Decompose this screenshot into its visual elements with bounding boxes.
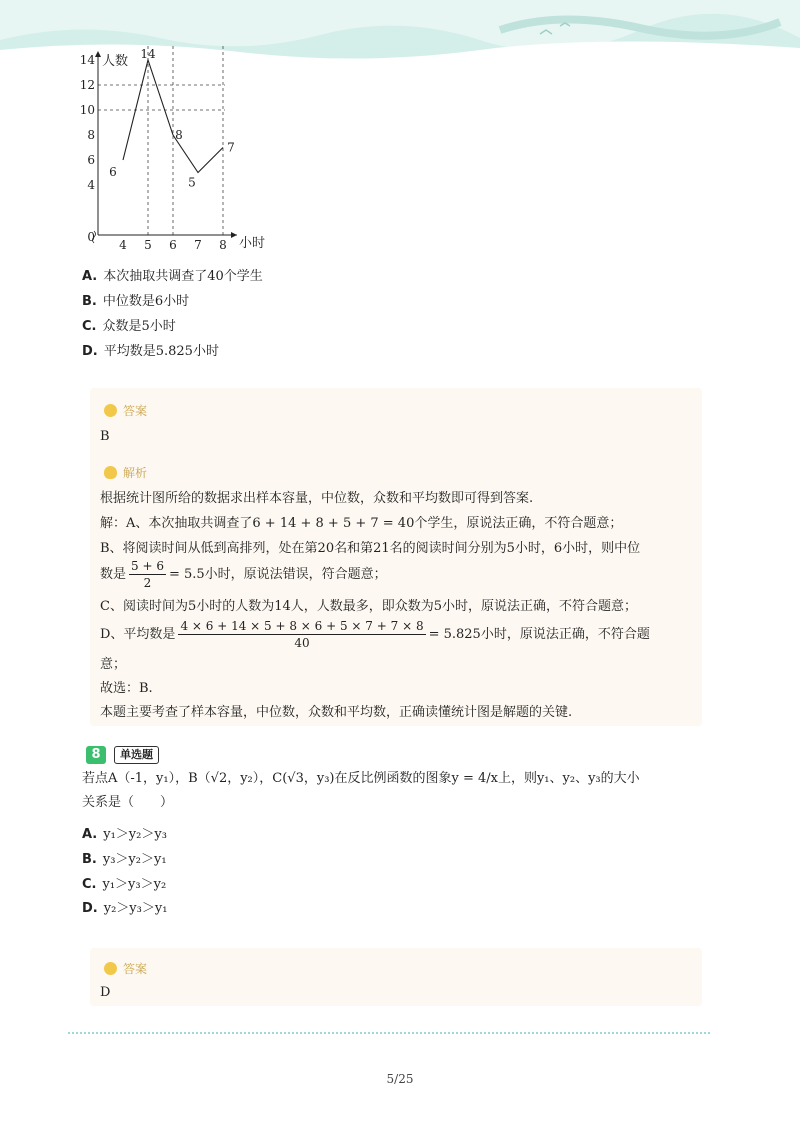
analysis-line: C、阅读时间为5小时的人数为14人，人数最多，即众数为5小时，原说法正确，不符合题意；: [100, 599, 638, 614]
data-label: 14: [140, 47, 156, 61]
lightbulb-icon: [104, 466, 117, 479]
question-stem: 若点A（-1，y₁），B（√2，y₂），C(√3，y₃)在反比例函数的图象y = 4/x上，则y₁、y₂、y₃的大小: [82, 771, 640, 786]
analysis-line: 根据统计图所给的数据求出样本容量，中位数，众数和平均数即可得到答案.: [100, 491, 534, 506]
page-number: 5/25: [386, 1072, 414, 1086]
y-axis-label: 人数: [102, 54, 129, 69]
x-tick-label: 7: [194, 238, 202, 252]
option-c[interactable]: C. y₁＞y₃＞y₂: [82, 877, 167, 892]
option-b[interactable]: B. y₃＞y₂＞y₁: [82, 852, 167, 867]
chart-labels: [80, 47, 265, 252]
answer-box-q7: [90, 388, 702, 726]
data-label: 7: [227, 140, 235, 155]
answer-tag: 答案: [104, 402, 147, 419]
answer-tag: 答案: [104, 960, 147, 977]
analysis-line: 意；: [100, 657, 127, 672]
y-tick-label: 4: [87, 178, 95, 192]
analysis-line: 故选：B.: [100, 681, 153, 696]
answer-value: B: [100, 429, 110, 444]
y-tick-label: 14: [79, 53, 95, 67]
y-tick-label: 10: [79, 103, 95, 117]
check-icon: [104, 962, 117, 975]
x-tick-label: 4: [119, 238, 127, 252]
fraction: $\frac{4 \times 6 + 14 \times 5 + 8 \times 6 + 5 \times 7 + 7 \times 8}{40}$: [180, 619, 424, 650]
data-label: 5: [188, 175, 196, 190]
y-tick-label: 6: [87, 153, 95, 167]
data-label: 8: [175, 128, 183, 142]
y-tick-label: 8: [87, 128, 95, 142]
chart-gridlines: [98, 46, 225, 235]
fraction: $\frac{5 + 6}{2}$: [131, 559, 164, 590]
x-axis-arrow: [231, 232, 237, 238]
analysis-line: 数是 $\frac{5 + 6}{2}$ = 5.5小时，原说法错误，符合题意；: [100, 559, 387, 590]
option-c[interactable]: C. 众数是5小时: [82, 319, 176, 334]
x-tick-label: 6: [169, 238, 177, 252]
data-label: 6: [109, 165, 117, 179]
question-stem: 关系是（ ）: [82, 795, 174, 810]
option-a[interactable]: A. y₁＞y₂＞y₃: [82, 827, 167, 842]
question-number: 8: [86, 746, 106, 764]
line-chart: [70, 45, 300, 255]
analysis-line: 解：A、本次抽取共调查了6 + 14 + 8 + 5 + 7 = 40个学生，原说法正确，不符合题意；: [100, 516, 623, 531]
question-type-badge: 单选题: [114, 746, 159, 764]
answer-value: D: [100, 985, 111, 1000]
chart-axes: [93, 51, 238, 243]
y-axis-arrow: [95, 51, 101, 57]
option-b[interactable]: B. 中位数是6小时: [82, 294, 190, 309]
analysis-line: D、平均数是 $\frac{4 \times 6 + 14 \times 5 + 8 \times 6 + 5 \times 7 + 7 \times 8}{40}$ = 5.825小时，原说法正确，不符合题: [100, 619, 650, 650]
answer-box-q8: [90, 948, 702, 1006]
option-d[interactable]: D. y₂＞y₃＞y₁: [82, 901, 168, 916]
x-axis-label: 小时: [239, 236, 266, 251]
x-tick-label: 8: [219, 238, 227, 252]
x-tick-label: 5: [144, 238, 152, 252]
option-a[interactable]: A. 本次抽取共调查了40个学生: [82, 269, 263, 284]
check-icon: [104, 404, 117, 417]
y-tick-label: 0: [87, 230, 95, 244]
analysis-line: B、将阅读时间从低到高排列，处在第20名和第21名的阅读时间分别为5小时，6小时，则中位: [100, 541, 641, 556]
option-d[interactable]: D. 平均数是5.825小时: [82, 344, 219, 359]
analysis-line: 本题主要考查了样本容量，中位数，众数和平均数，正确读懂统计图是解题的关键.: [100, 705, 573, 720]
divider: [68, 1032, 710, 1034]
analysis-tag: 解析: [104, 464, 147, 481]
y-tick-label: 12: [79, 78, 95, 92]
